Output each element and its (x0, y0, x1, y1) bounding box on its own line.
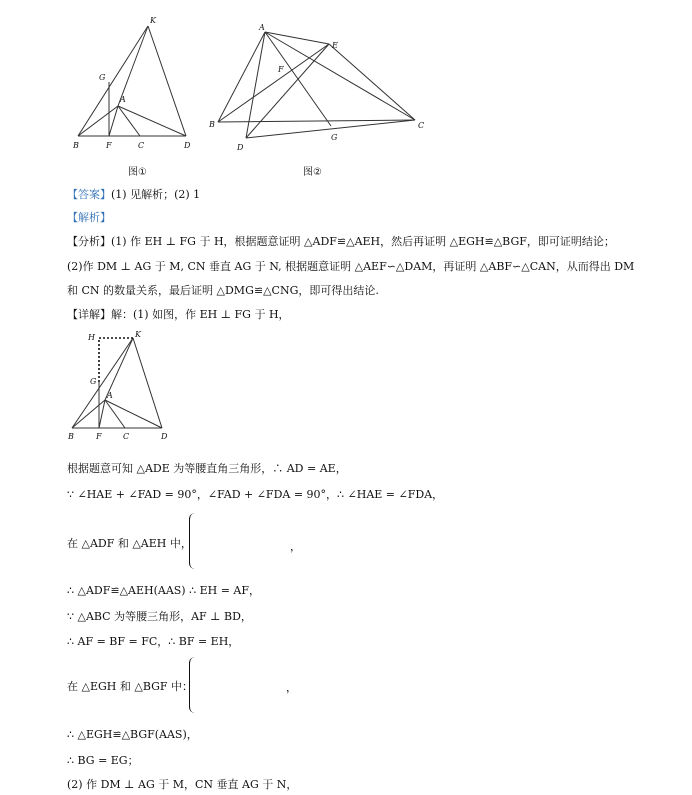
label-C: C (138, 141, 145, 150)
label-D: D (161, 432, 168, 441)
figure-2 (205, 20, 430, 155)
label-B: B (73, 141, 79, 150)
answer-tag: 【答案】 (67, 188, 111, 201)
figure-2-caption: 图② (303, 167, 322, 178)
label-D: D (237, 143, 244, 152)
proof-cong-2: ∴ △EGH≌△BGF(AAS)， (67, 728, 198, 741)
label-E: E (332, 41, 338, 50)
label-F: F (106, 141, 112, 150)
figure-1-caption: 图① (128, 167, 147, 178)
seg-AD (105, 400, 162, 428)
label-B: B (68, 432, 74, 441)
proof-ade: 根据题意可知 △ADE 为等腰直角三角形，∴ AD = AE， (67, 462, 347, 475)
label-G: G (99, 73, 106, 82)
figure-1 (68, 12, 198, 157)
seg-BC (218, 120, 415, 122)
label-C: C (418, 121, 425, 130)
label-F: F (96, 432, 102, 441)
answer-text: (1) 见解析；(2) 1 (111, 188, 201, 201)
analysis-tag: 【解析】 (67, 211, 111, 224)
seg-KD (133, 338, 162, 428)
label-A: A (259, 23, 265, 32)
seg-DE (246, 44, 329, 138)
seg-AC (265, 32, 415, 120)
proof-in-2: 在 △EGH 和 △BGF 中： (67, 680, 194, 693)
proof-abc: ∵ △ABC 为等腰三角形，AF ⊥ BD， (67, 610, 252, 623)
label-H: H (88, 333, 95, 342)
seg-BE (218, 44, 329, 122)
answer-line (67, 188, 200, 202)
seg-AF (109, 106, 118, 136)
proof-in-1: 在 △ADF 和 △AEH 中， (67, 537, 192, 550)
label-A: A (107, 391, 113, 400)
system-1 (189, 513, 300, 569)
proof-bg: ∴ BG = EG； (67, 754, 139, 767)
system-1-tail: ， (290, 540, 301, 553)
system-2 (189, 657, 300, 713)
label-G: G (90, 377, 97, 386)
seg-BK (78, 26, 148, 136)
label-K: K (150, 16, 156, 25)
label-C: C (123, 432, 130, 441)
label-G: G (331, 133, 338, 142)
seg-AB (78, 106, 118, 136)
proof-part-2: (2) 作 DM ⊥ AG 于 M，CN 垂直 AG 于 N， (67, 778, 298, 791)
detail-line-1: 【详解】解：(1) 如图，作 EH ⊥ FG 于 H， (67, 308, 290, 321)
label-K: K (135, 330, 141, 339)
analysis-line-3: 和 CN 的数量关系，最后证明 △DMG≌△CNG，即可得出结论. (67, 284, 379, 297)
label-D: D (184, 141, 191, 150)
label-F: F (278, 65, 284, 74)
seg-AB (218, 32, 265, 122)
seg-AD (118, 106, 186, 136)
analysis-line-2: (2)作 DM ⊥ AG 于 M, CN 垂直 AG 于 N, 根据题意证明 △AEF∽△DAM，再证明 △ABF∽△CAN，从而得出 DM (67, 260, 635, 273)
figure-3 (62, 328, 177, 446)
proof-angles: ∵ ∠HAE + ∠FAD = 90°，∠FAD + ∠FDA = 90°，∴ ∠HAE = ∠FDA， (67, 488, 444, 501)
system-2-tail: ， (286, 681, 297, 694)
label-B: B (209, 120, 215, 129)
seg-BK (72, 338, 133, 428)
seg-EC (329, 44, 415, 120)
seg-KD (148, 26, 186, 136)
analysis-line-1: 【分析】(1) 作 EH ⊥ FG 于 H，根据题意证明 △ADF≌△AEH，然后再证明 △EGH≌△BGF，即可证明结论； (67, 235, 615, 248)
label-A: A (120, 95, 126, 104)
proof-cong-1: ∴ △ADF≌△AEH(AAS) ∴ EH = AF， (67, 584, 260, 597)
proof-af: ∴ AF = BF = FC，∴ BF = EH， (67, 635, 240, 648)
seg-AC (105, 400, 125, 428)
